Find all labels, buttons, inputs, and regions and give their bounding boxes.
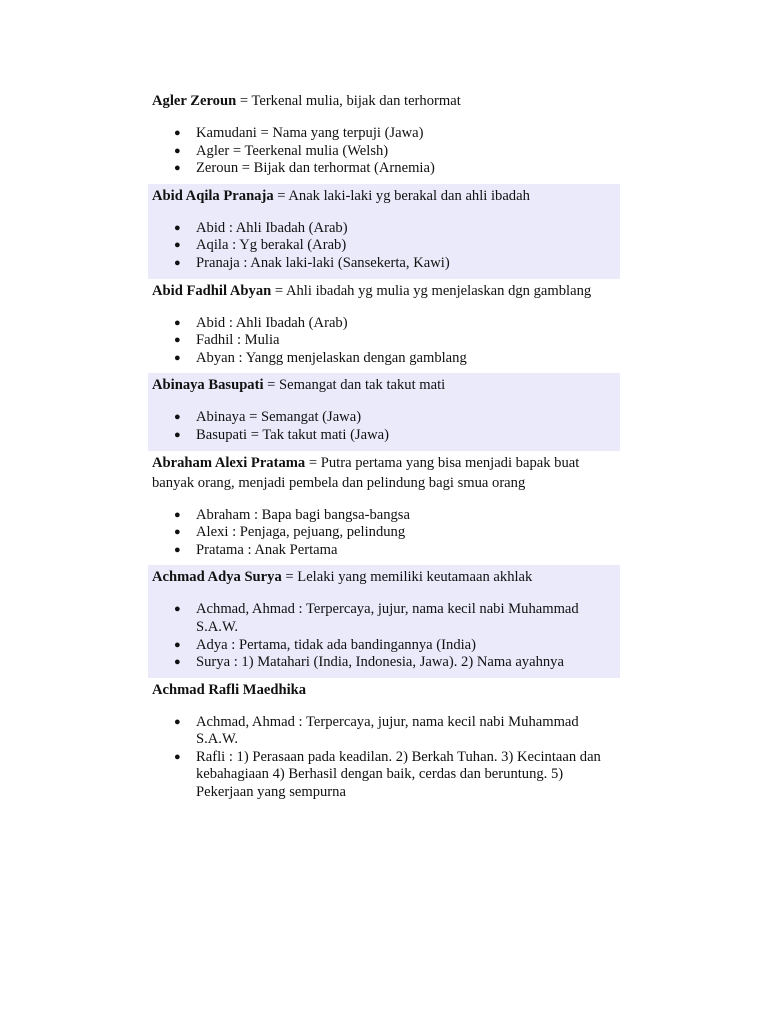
meaning-list xyxy=(152,315,616,368)
entry-meaning: = Terkenal mulia, bijak dan terhormat xyxy=(236,93,461,109)
list-item xyxy=(174,601,616,636)
list-item-text: Agler = Teerkenal mulia (Welsh) xyxy=(196,142,389,159)
list-item xyxy=(174,654,616,672)
meaning-list xyxy=(152,125,616,178)
meaning-list xyxy=(152,409,616,444)
bullet-icon: ● xyxy=(174,638,181,651)
list-item xyxy=(174,713,616,749)
entry-meaning: = Putra pertama yang bisa menjadi bapak buat banyak orang, menjadi pembela dan pelindung bagi smua orang xyxy=(152,454,580,491)
list-item-text: Abraham : Bapa bagi bangsa-bangsa xyxy=(196,506,410,523)
entry-name: Abraham Alexi Pratama xyxy=(152,454,306,471)
bullet-icon: ● xyxy=(174,543,181,556)
entry-name: Achmad Rafli Maedhika xyxy=(152,681,307,698)
list-item xyxy=(174,237,616,255)
list-item xyxy=(174,142,616,161)
list-item xyxy=(174,748,616,802)
list-item xyxy=(174,541,616,560)
bullet-icon: ● xyxy=(174,750,181,763)
list-item-text: Alexi : Penjaga, pejuang, pelindung xyxy=(196,524,406,541)
entry-heading xyxy=(152,375,616,395)
bullet-icon: ● xyxy=(174,351,181,364)
list-item xyxy=(174,349,616,368)
list-item-text: Abyan : Yangg menjelaskan dengan gamblang xyxy=(196,349,467,366)
name-entry xyxy=(148,279,620,374)
list-item-text: Aqila : Yg berakal (Arab) xyxy=(196,237,347,254)
entry-meaning: = Semangat dan tak takut mati xyxy=(263,377,446,394)
list-item-text: Rafli : 1) Perasaan pada keadilan. 2) Berkah Tuhan. 3) Kecintaan dan kebahagiaan 4) Berhasil dengan baik, cerdas dan beruntung. 5) Pekerjaan yang sempurna xyxy=(196,748,601,801)
bullet-icon: ● xyxy=(174,603,181,616)
list-item-text: Adya : Pertama, tidak ada bandingannya (India) xyxy=(196,636,477,653)
list-item-text: Kamudani = Nama yang terpuji (Jawa) xyxy=(196,125,424,141)
list-item xyxy=(174,524,616,542)
entry-heading xyxy=(152,680,616,700)
name-entry xyxy=(148,451,620,566)
entry-name: Abid Aqila Pranaja xyxy=(152,187,274,204)
bullet-icon: ● xyxy=(174,715,181,728)
list-item xyxy=(174,409,616,427)
list-item-text: Abinaya = Semangat (Jawa) xyxy=(196,409,362,426)
entry-heading xyxy=(152,186,616,206)
document-body xyxy=(148,89,620,808)
list-item-text: Abid : Ahli Ibadah (Arab) xyxy=(196,219,348,236)
meaning-list xyxy=(152,714,616,802)
list-item xyxy=(174,219,616,238)
bullet-icon: ● xyxy=(174,526,181,539)
bullet-icon: ● xyxy=(174,316,181,329)
entry-name: Abid Fadhil Abyan xyxy=(152,282,272,299)
list-item-text: Fadhil : Mulia xyxy=(196,332,280,349)
entry-heading xyxy=(152,567,616,587)
bullet-icon: ● xyxy=(174,428,181,441)
list-item-text: Pranaja : Anak laki-laki (Sansekerta, Kawi) xyxy=(196,254,450,271)
entry-meaning: = Anak laki-laki yg berakal dan ahli ibadah xyxy=(273,187,530,204)
bullet-icon: ● xyxy=(174,411,181,424)
list-item xyxy=(174,314,616,333)
entry-heading xyxy=(152,453,616,493)
entry-meaning: = Lelaki yang memiliki keutamaan akhlak xyxy=(281,569,533,586)
name-entry xyxy=(148,373,620,450)
entry-meaning: = Ahli ibadah yg mulia yg menjelaskan dgn gamblang xyxy=(271,282,592,299)
list-item xyxy=(174,125,616,143)
list-item-text: Basupati = Tak takut mati (Jawa) xyxy=(196,426,389,443)
list-item-text: Zeroun = Bijak dan terhormat (Arnemia) xyxy=(196,160,435,177)
list-item-text: Pratama : Anak Pertama xyxy=(196,541,338,558)
bullet-icon: ● xyxy=(174,508,181,521)
meaning-list xyxy=(152,220,616,273)
bullet-icon: ● xyxy=(174,239,181,252)
bullet-icon: ● xyxy=(174,656,181,669)
list-item xyxy=(174,506,616,525)
bullet-icon: ● xyxy=(174,127,181,139)
list-item xyxy=(174,636,616,655)
name-entry xyxy=(148,678,620,808)
bullet-icon: ● xyxy=(174,144,181,157)
list-item-text: Achmad, Ahmad : Terpercaya, jujur, nama kecil nabi Muhammad S.A.W. xyxy=(196,713,579,748)
meaning-list xyxy=(152,507,616,560)
list-item xyxy=(174,254,616,273)
meaning-list xyxy=(152,601,616,671)
list-item-text: Abid : Ahli Ibadah (Arab) xyxy=(196,314,348,331)
bullet-icon: ● xyxy=(174,221,181,234)
entry-name: Achmad Adya Surya xyxy=(152,569,282,586)
list-item-text: Surya : 1) Matahari (India, Indonesia, Jawa). 2) Nama ayahnya xyxy=(196,654,564,671)
entry-name: Agler Zeroun xyxy=(152,93,237,109)
bullet-icon: ● xyxy=(174,162,181,175)
name-entry xyxy=(148,565,620,677)
entry-name: Abinaya Basupati xyxy=(152,377,264,394)
entry-heading xyxy=(152,91,616,111)
list-item xyxy=(174,160,616,178)
list-item xyxy=(174,426,616,445)
bullet-icon: ● xyxy=(174,256,181,269)
name-entry xyxy=(148,184,620,279)
name-entry xyxy=(148,89,620,184)
list-item xyxy=(174,332,616,350)
entry-heading xyxy=(152,281,616,301)
bullet-icon: ● xyxy=(174,334,181,347)
list-item-text: Achmad, Ahmad : Terpercaya, jujur, nama kecil nabi Muhammad S.A.W. xyxy=(196,601,579,635)
